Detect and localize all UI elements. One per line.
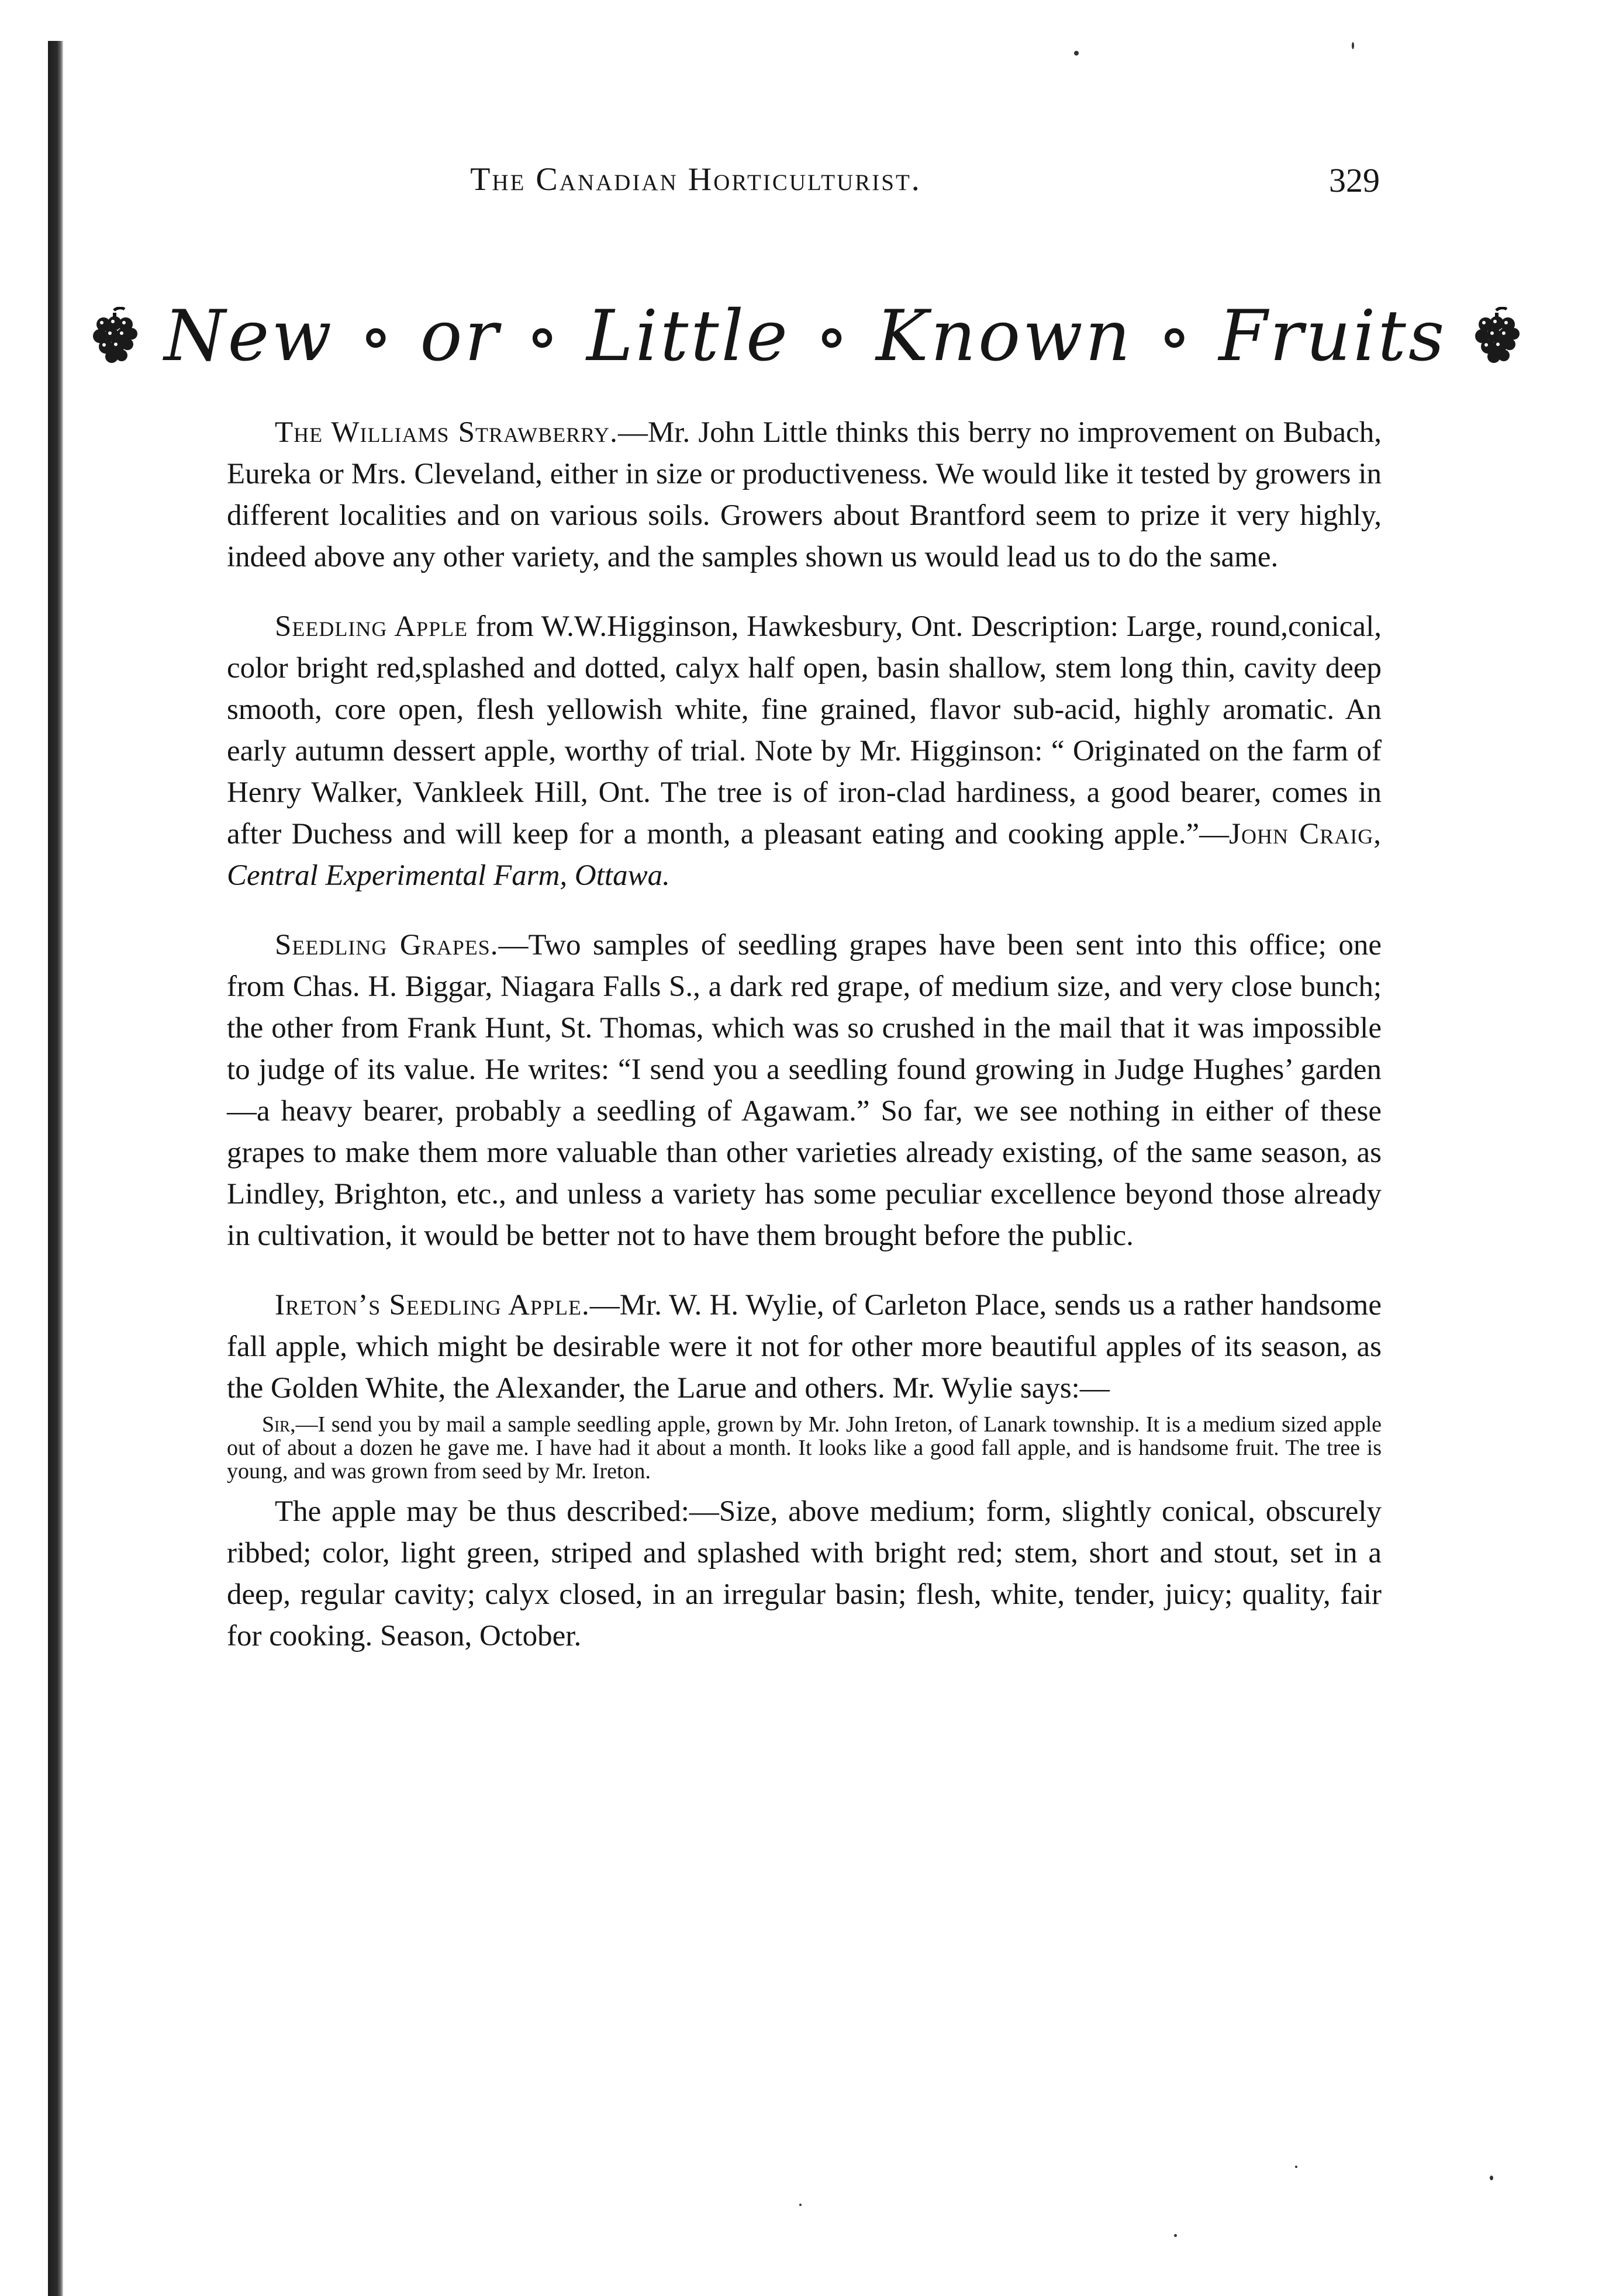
scan-speck [799, 2204, 802, 2206]
grape-cluster-icon [91, 307, 139, 365]
scan-speck [1074, 51, 1079, 56]
quoted-letter [227, 1413, 1382, 1483]
section-title [164, 278, 1447, 395]
binding-edge [48, 41, 63, 2296]
section-title-text: New ∘ or ∘ Little ∘ Known ∘ Fruits [164, 295, 1447, 377]
article-seedling-apple [227, 606, 1382, 897]
article-text: from W.W.Higginson, Hawkesbury, Ont. Description: Large, round,conical, color bright red,splashed and dotted, calyx half open, basin shallow, stem long thin, cavity deep smooth, core open, flesh yellowish white, fine grained, flavor sub-acid, highly aromatic. An early autumn dessert apple, worthy of trial. Note by Mr. Higginson: “ Originated on the farm of Henry Walker, Vankleek Hill, Ont. The tree is of iron-clad hardiness, a good bearer, comes in after Duchess and will keep for a month, a pleasant eating and cooking apple.”— [227, 610, 1382, 850]
article-text: —Two samples of seedling grapes have been sent into this office; one from Chas. H. Biggar, Niagara Falls S., a dark red grape, of medium size, and very close bunch; the other from Frank Hunt, St. Thomas, which was so crushed in the mail that it was impossible to judge of its value. He writes: “I send you a seedling found growing in Judge Hughes’ garden—a heavy bearer, probably a seedling of Agawam.” So far, we see nothing in either of these grapes to make them more valuable than other varieties already existing, of the same season, as Lindley, Brighton, etc., and unless a variety has some peculiar excellence beyond those already in cultivation, it would be better not to have them brought before the public. [227, 929, 1382, 1252]
scan-speck [1295, 2166, 1297, 2168]
article-seedling-grapes [227, 925, 1382, 1257]
running-title: The Canadian Horticulturist. [470, 161, 921, 198]
running-header [228, 161, 1380, 208]
article-heading: Ireton’s Seedling Apple. [275, 1289, 590, 1322]
page-number: 329 [1329, 161, 1380, 199]
grape-cluster-icon [1473, 307, 1521, 365]
letter-salutation: Sir, [262, 1412, 296, 1437]
author-affiliation: Central Experimental Farm, Ottawa. [227, 859, 670, 892]
scan-speck [1490, 2176, 1493, 2180]
article-text: —Mr. John Little thinks this berry no improvement on Bubach, Eureka or Mrs. Cleveland, either in size or productiveness. We would like it tested by growers in different localities and on various soils. Growers about Brantford seem to prize it very highly, indeed above any other variety, and the samples shown us would lead us to do the same. [227, 416, 1382, 573]
article-heading: Seedling Apple [275, 610, 468, 643]
article-body [227, 412, 1382, 1685]
author-signature: John Craig, [1229, 818, 1382, 850]
scan-speck [1352, 42, 1354, 49]
article-text: —Mr. W. H. Wylie, of Carleton Place, sends us a rather handsome fall apple, which might be desirable were it not for other more beautiful apples of its season, as the Golden White, the Alexander, the Larue and others. Mr. Wylie says:— [227, 1289, 1382, 1405]
apple-description: The apple may be thus described:—Size, above medium; form, slightly conical, obscurely ribbed; color, light green, striped and splashed with bright red; stem, short and stout, set in a deep, regular cavity; calyx closed, in an irregular basin; flesh, white, tender, juicy; quality, fair for cooking. Season, October. [227, 1495, 1382, 1652]
article-williams-strawberry [227, 412, 1382, 578]
letter-text: —I send you by mail a sample seedling apple, grown by Mr. John Ireton, of Lanark township. It is a medium sized apple out of about a dozen he gave me. I have had it about a month. It looks like a good fall apple, and is handsome fruit. The tree is young, and was grown from seed by Mr. Ireton. [227, 1412, 1382, 1484]
scan-speck [1174, 2234, 1177, 2237]
article-iretons-seedling-apple [227, 1285, 1382, 1409]
article-heading: The Williams Strawberry. [275, 416, 618, 449]
article-heading: Seedling Grapes. [275, 929, 499, 962]
